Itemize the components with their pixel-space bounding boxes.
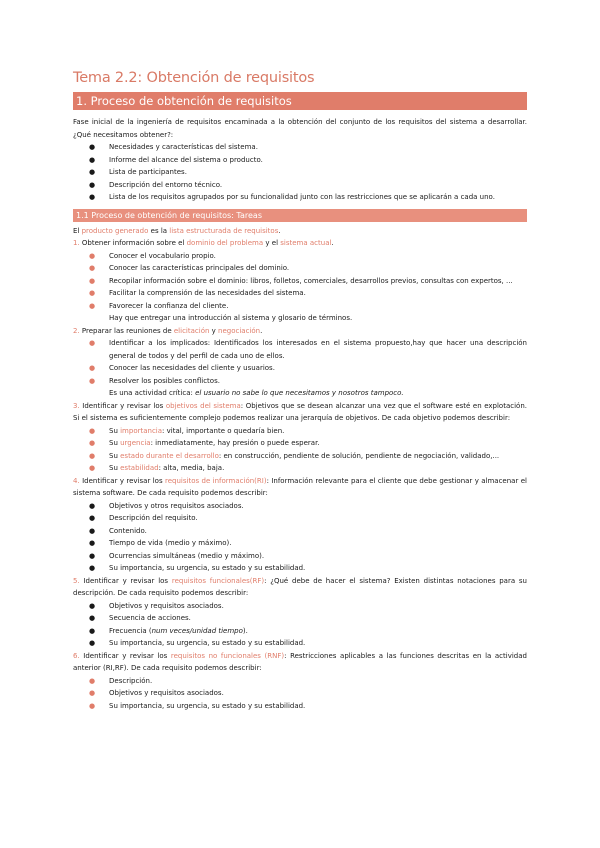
bullet-icon: ● xyxy=(89,464,96,472)
bullet-icon: ● xyxy=(89,526,96,535)
bullet-icon: ● xyxy=(89,251,96,260)
bullet-icon: ● xyxy=(89,451,96,460)
list-item: ● Descripción. xyxy=(89,675,527,688)
list-item: ● Lista de participantes. xyxy=(89,166,527,179)
list-item: ● Objetivos y requisitos asociados. xyxy=(89,687,527,700)
list-item: ● Su importancia: vital, importante o quedaría bien. xyxy=(89,425,527,438)
list-item: ● Identificar a los implicados: Identificados los interesados en el sistema propuesto,hay que hacer una descripción general de todos y del perfil de cada uno de ellos. xyxy=(89,339,527,360)
bullet-icon: ● xyxy=(89,514,96,522)
list-item: ● Descripción del entorno técnico. xyxy=(89,179,527,192)
bullet-icon: ● xyxy=(89,439,96,447)
bullet-icon: ● xyxy=(89,614,96,622)
task-1-list xyxy=(73,250,527,313)
list-item: ● Favorecer la confianza del cliente. xyxy=(89,300,527,313)
list-item: ● Su estado durante el desarrollo: en construcción, pendiente de solución, pendiente de negociación, validado,... xyxy=(89,450,527,463)
task-5-list xyxy=(73,600,527,650)
task-3-heading: 3. Identificar y revisar los objetivos del sistema: Objetivos que se desean alcanzar una vez que el software esté en explotación. Si el sistema es suficientemente complejo podemos realizar una jerarquía de objetivos. De cada objetivo podemos describir: xyxy=(73,401,527,422)
bullet-icon: ● xyxy=(89,276,96,285)
bullet-icon: ● xyxy=(89,301,96,310)
list-item: ● Su importancia, su urgencia, su estado y su estabilidad. xyxy=(89,700,527,713)
bullet-icon: ● xyxy=(89,376,96,385)
task-1-note: Hay que entregar una introducción al sistema y glosario de términos. xyxy=(109,314,353,322)
bullet-icon: ● xyxy=(89,639,96,647)
list-item: ● Contenido. xyxy=(89,525,527,538)
bullet-icon: ● xyxy=(89,143,96,151)
list-item: ● Su estabilidad: alta, media, baja. xyxy=(89,462,527,475)
list-item: ● Su importancia, su urgencia, su estado y su estabilidad. xyxy=(89,562,527,575)
task-2-list xyxy=(73,337,527,387)
list-item: ● Conocer el vocabulario propio. xyxy=(89,250,527,263)
list-item: ● Ocurrencias simultáneas (medio y máximo). xyxy=(89,550,527,563)
bullet-icon: ● xyxy=(89,539,96,547)
bullet-icon: ● xyxy=(89,264,96,272)
section-1-intro: Fase inicial de la ingeniería de requisitos encaminada a la obtención del conjunto de los requisitos del sistema a desarrollar. ¿Qué necesitamos obtener?: xyxy=(73,118,527,139)
section-1-list xyxy=(73,141,527,204)
bullet-icon: ● xyxy=(89,501,96,510)
bullet-icon: ● xyxy=(89,551,96,560)
bullet-icon: ● xyxy=(89,168,96,176)
list-item: ● Su urgencia: inmediatamente, hay presión o puede esperar. xyxy=(89,437,527,450)
list-item: ● Lista de los requisitos agrupados por su funcionalidad junto con las restricciones que se aplicarán a cada uno. xyxy=(89,191,527,204)
list-item: ● Descripción del requisito. xyxy=(89,512,527,525)
list-item: ● Informe del alcance del sistema o producto. xyxy=(89,154,527,167)
bullet-icon: ● xyxy=(89,364,96,372)
bullet-icon: ● xyxy=(89,564,96,572)
list-item: ● Secuencia de acciones. xyxy=(89,612,527,625)
list-item: ● Tiempo de vida (medio y máximo). xyxy=(89,537,527,550)
task-2-note: Es una actividad crítica: el usuario no sabe lo que necesitamos y nosotros tampoco. xyxy=(109,389,404,397)
bullet-icon: ● xyxy=(89,676,96,685)
list-item: ● Necesidades y características del sistema. xyxy=(89,141,527,154)
task-6-heading: 6. Identificar y revisar los requisitos no funcionales (RNF): Restricciones aplicables a las funciones descritas en la actividad anterior (RI,RF). De cada requisito podemos describir: xyxy=(73,651,527,672)
bullet-icon: ● xyxy=(89,180,96,189)
list-item: ● Conocer las necesidades del cliente y usuarios. xyxy=(89,362,527,375)
section-heading-1-1: 1.1 Proceso de obtención de requisitos: Tareas xyxy=(73,209,527,222)
section-heading-1: 1. Proceso de obtención de requisitos xyxy=(73,92,527,110)
list-item: ● Facilitar la comprensión de las necesidades del sistema. xyxy=(89,287,527,300)
bullet-icon: ● xyxy=(89,689,96,697)
bullet-icon: ● xyxy=(89,339,96,347)
list-item: ● Conocer las características principales del dominio. xyxy=(89,262,527,275)
task-6-list xyxy=(73,675,527,713)
task-5-heading: 5. Identificar y revisar los requisitos funcionales(RF): ¿Qué debe de hacer el sistema? Existen distintas notaciones para su descripción. De cada requisito podemos describir: xyxy=(73,576,527,597)
list-item: ● Recopilar información sobre el dominio: libros, folletos, comerciales, desarrollos previos, consultas con expertos, ... xyxy=(89,275,527,288)
bullet-icon: ● xyxy=(89,155,96,164)
bullet-icon: ● xyxy=(89,626,96,635)
list-item: ● Resolver los posibles conflictos. xyxy=(89,375,527,388)
list-item: ● Frecuencia (num veces/unidad tiempo). xyxy=(89,625,527,638)
list-item: ● Su importancia, su urgencia, su estado y su estabilidad. xyxy=(89,637,527,650)
task-4-heading: 4. Identificar y revisar los requisitos de información(RI): Información relevante para el cliente que debe gestionar y almacenar el sistema software. De cada requisito podemos describir: xyxy=(73,476,527,497)
bullet-icon: ● xyxy=(89,601,96,610)
page-title: Tema 2.2: Obtención de requisitos xyxy=(73,70,315,86)
bullet-icon: ● xyxy=(89,426,96,435)
bullet-icon: ● xyxy=(89,289,96,297)
task-3-list xyxy=(73,425,527,475)
list-item: ● Objetivos y requisitos asociados. xyxy=(89,600,527,613)
task-4-list xyxy=(73,500,527,575)
task-2-heading: 2. Preparar las reuniones de elicitación y negociación. xyxy=(73,326,263,335)
bullet-icon: ● xyxy=(89,193,96,201)
bullet-icon: ● xyxy=(89,701,96,710)
section-1-1-intro: El producto generado es la lista estructurada de requisitos. xyxy=(73,226,281,235)
list-item: ● Objetivos y otros requisitos asociados. xyxy=(89,500,527,513)
task-1-heading: 1. Obtener información sobre el dominio del problema y el sistema actual. xyxy=(73,239,334,247)
